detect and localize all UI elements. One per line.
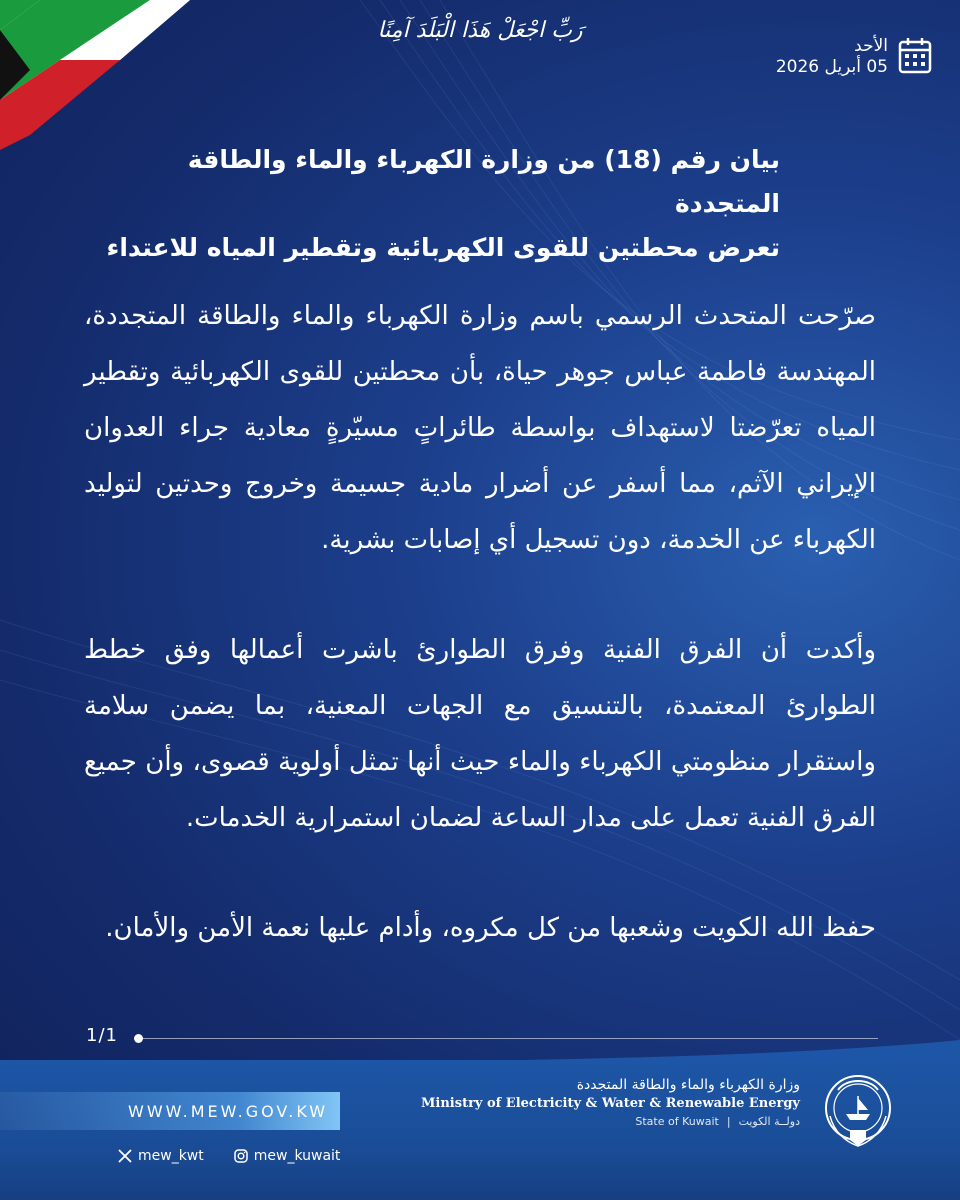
ministry-name-ar: وزارة الكهرباء والماء والطاقة المتجددة xyxy=(576,1077,800,1093)
x-link[interactable] xyxy=(118,1148,204,1164)
kuwait-flag-graphic xyxy=(0,0,190,150)
website-bar[interactable] xyxy=(0,1092,340,1130)
x-handle: mew_kwt xyxy=(138,1148,204,1164)
page-indicator: 1/1 xyxy=(86,1025,118,1046)
date-day: الأحد xyxy=(854,36,888,56)
date-full: 05 أبريل 2026 xyxy=(775,57,888,77)
date-block xyxy=(776,36,932,78)
instagram-icon xyxy=(234,1149,248,1163)
paragraph-1: صرّحت المتحدث الرسمي باسم وزارة الكهرباء والماء والطاقة المتجددة، المهندسة فاطمة عباس جوهر حياة، بأن محطتين للقوى الكهربائية وتقطير المياه تعرّضتا لاستهداف بواسطة طائراتٍ مسيّرةٍ معادية جراء العدوان الإيراني الآثم، مما أسفر عن أضرار مادية جسيمة وخروج وحدتين لتوليد الكهرباء عن الخدمة، دون تسجيل أي إصابات بشرية. xyxy=(84,301,876,555)
ministry-logo-text xyxy=(421,1075,800,1131)
x-icon xyxy=(118,1149,132,1163)
statement-title xyxy=(100,138,780,270)
pager-line xyxy=(138,1038,878,1039)
kuwait-emblem-icon xyxy=(816,1070,900,1154)
calligraphy-motto: رَبِّ اجْعَلْ هَذَا الْبَلَدَ آمِنًا xyxy=(377,18,583,43)
social-links xyxy=(118,1148,340,1164)
paragraph-3: حفظ الله الكويت وشعبها من كل مكروه، وأدام عليها نعمة الأمن والأمان. xyxy=(105,913,876,943)
paragraph-2: وأكدت أن الفرق الفنية وفرق الطوارئ باشرت أعمالها وفق خطط الطوارئ المعتمدة، بالتنسيق مع الجهات المعنية، بما يضمن سلامة واستقرار منظومتي الكهرباء والماء حيث أنها تمثل أولوية قصوى، وأن جميع الفرق الفنية تعمل على مدار الساعة لضمان استمرارية الخدمات. xyxy=(84,635,876,833)
date-text xyxy=(776,36,888,78)
instagram-link[interactable] xyxy=(234,1148,341,1164)
state-name-en: State of Kuwait xyxy=(635,1115,719,1128)
calendar-icon xyxy=(898,36,932,74)
ministry-name-en: Ministry of Electricity & Water & Renewable Energy xyxy=(421,1096,800,1111)
title-line-2: تعرض محطتين للقوى الكهربائية وتقطير المياه للاعتداء xyxy=(106,233,780,262)
website-link[interactable]: WWW.MEW.GOV.KW xyxy=(128,1101,329,1121)
state-line: State of Kuwait | دولــة الكويت xyxy=(421,1113,800,1131)
instagram-handle: mew_kuwait xyxy=(253,1148,341,1164)
title-line-1: بيان رقم (18) من وزارة الكهرباء والماء والطاقة المتجددة xyxy=(187,145,780,218)
statement-body xyxy=(84,288,876,1010)
state-name-ar: دولــة الكويت xyxy=(738,1115,800,1128)
